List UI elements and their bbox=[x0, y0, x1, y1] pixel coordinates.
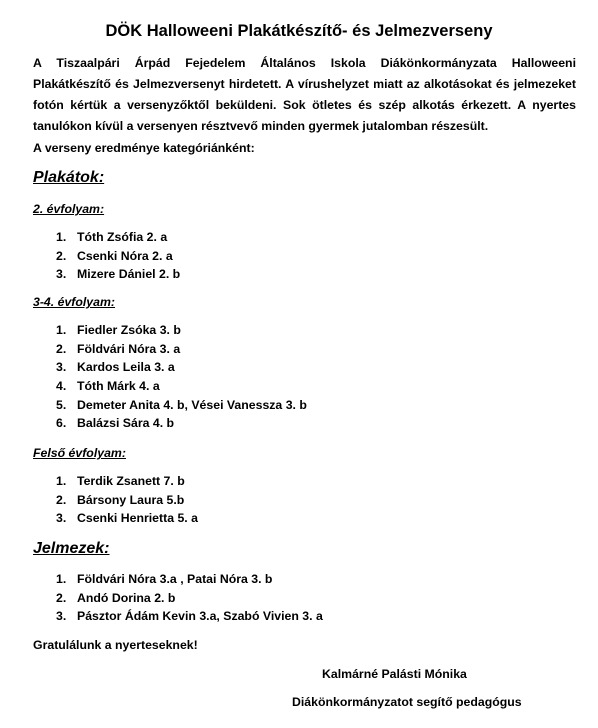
list-text: Földvári Nóra 3. a bbox=[77, 341, 181, 356]
list-number: 3. bbox=[56, 609, 67, 624]
list-number: 2. bbox=[56, 248, 67, 263]
list-text: Kardos Leila 3. a bbox=[77, 360, 175, 375]
list-item bbox=[56, 509, 198, 528]
upper-grade-list bbox=[56, 472, 198, 528]
list-text: Terdik Zsanett 7. b bbox=[77, 474, 185, 488]
list-text: Bársony Laura 5.b bbox=[77, 492, 185, 507]
list-text: Andó Dorina 2. b bbox=[77, 590, 176, 605]
list-item bbox=[56, 414, 307, 433]
list-text: Fiedler Zsóka 3. b bbox=[77, 323, 181, 337]
list-item bbox=[56, 607, 323, 626]
list-item bbox=[56, 472, 198, 491]
list-number: 1. bbox=[56, 474, 67, 488]
list-item bbox=[56, 491, 198, 510]
document-title: DÖK Halloweeni Plakátkészítő- és Jelmezverseny bbox=[105, 22, 493, 40]
list-text: Földvári Nóra 3.a , Patai Nóra 3. b bbox=[77, 572, 273, 586]
list-number: 1. bbox=[56, 323, 67, 337]
grade-2-list bbox=[56, 228, 180, 284]
upper-grade-label: Felső évfolyam: bbox=[33, 446, 126, 460]
list-number: 1. bbox=[56, 230, 67, 244]
list-text: Csenki Nóra 2. a bbox=[77, 248, 173, 263]
signature-name: Kalmárné Palásti Mónika bbox=[322, 667, 467, 681]
costumes-heading: Jelmezek: bbox=[33, 540, 110, 557]
list-item bbox=[56, 247, 180, 266]
posters-heading: Plakátok: bbox=[33, 169, 105, 186]
costumes-list bbox=[56, 570, 323, 626]
list-item bbox=[56, 570, 323, 589]
list-item bbox=[56, 589, 323, 608]
list-number: 5. bbox=[56, 397, 67, 412]
list-text: Tóth Zsófia 2. a bbox=[77, 230, 168, 244]
signature-role: Diákönkormányzatot segítő pedagógus bbox=[292, 695, 522, 709]
list-number: 3. bbox=[56, 511, 67, 526]
list-number: 1. bbox=[56, 572, 67, 586]
list-item bbox=[56, 377, 307, 396]
list-text: Demeter Anita 4. b, Vései Vanessza 3. b bbox=[77, 397, 307, 412]
list-number: 4. bbox=[56, 379, 67, 394]
list-text: Csenki Henrietta 5. a bbox=[77, 511, 198, 526]
intro-paragraph: A Tiszaalpári Árpád Fejedelem Általános Iskola Diákönkormányzata Halloweeni Plakátkészítő és Jelmezversenyt hirdetett. A vírushelyzet miatt az alkotásokat és jelmezeket fotón kértük a versenyzőktől beküldeni. Sok ötletes és szép alkotás érkezett. A nyertes tanulókon kívül a versenyen résztvevő minden gyermek jutalomban részesült. bbox=[33, 56, 576, 133]
list-number: 6. bbox=[56, 416, 67, 431]
list-item bbox=[56, 321, 307, 340]
list-item bbox=[56, 265, 180, 284]
list-number: 2. bbox=[56, 590, 67, 605]
grade-3-4-label: 3-4. évfolyam: bbox=[33, 295, 116, 309]
list-number: 3. bbox=[56, 360, 67, 375]
list-item bbox=[56, 340, 307, 359]
list-number: 2. bbox=[56, 341, 67, 356]
list-number: 2. bbox=[56, 492, 67, 507]
list-text: Balázsi Sára 4. b bbox=[77, 416, 175, 431]
grade-3-4-list bbox=[56, 321, 307, 433]
grade-2-label: 2. évfolyam: bbox=[33, 202, 105, 216]
list-item bbox=[56, 228, 180, 247]
list-item bbox=[56, 358, 307, 377]
list-text: Tóth Márk 4. a bbox=[77, 379, 160, 394]
list-number: 3. bbox=[56, 267, 67, 282]
results-lead: A verseny eredménye kategóriánként: bbox=[33, 141, 255, 155]
list-text: Mizere Dániel 2. b bbox=[77, 267, 181, 282]
list-text: Pásztor Ádám Kevin 3.a, Szabó Vivien 3. a bbox=[77, 609, 323, 624]
list-item bbox=[56, 396, 307, 415]
closing-line: Gratulálunk a nyerteseknek! bbox=[33, 638, 198, 652]
